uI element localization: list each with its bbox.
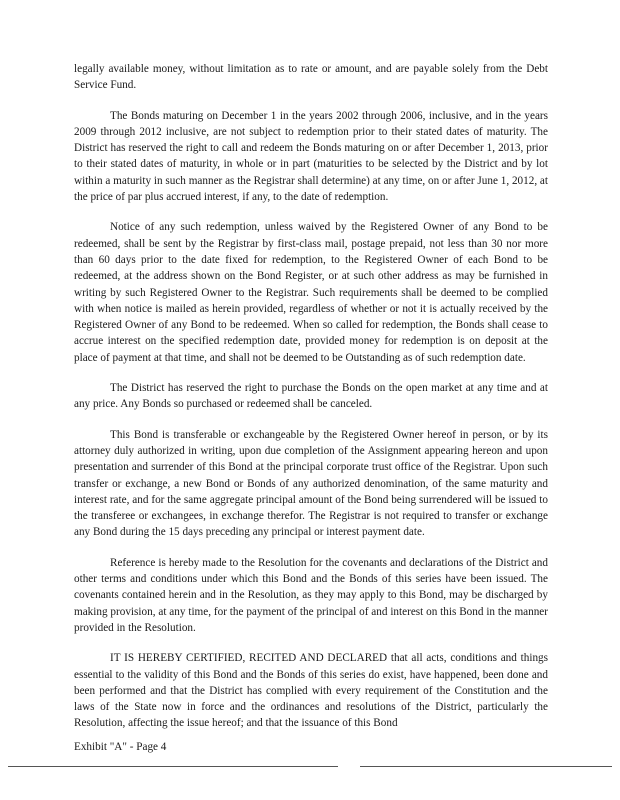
document-body [74, 61, 548, 746]
paragraph-continuation: legally available money, without limitation as to rate or amount, and are payable solely from the Debt Service Fund. [74, 63, 548, 92]
paragraph-transfer-exchange: This Bond is transferable or exchangeable by the Registered Owner hereof in person, or by its attorney duly authorized in writing, upon due completion of the Assignment appearing hereon and upon presentation and surrender of this Bond at the principal corporate trust office of the Registrar. Upon such transfer or exchange, a new Bond or Bonds of any authorized denomination, of the same maturity and interest rate, and for the same aggregate principal amount of the Bond being surrendered will be issued to the transferee or exchangees, in exchange therefor. The Registrar is not required to transfer or exchange any Bond during the 15 days preceding any principal or interest payment date. [74, 428, 548, 539]
scan-edge-line-right [360, 766, 612, 767]
paragraph-redemption-terms: The Bonds maturing on December 1 in the years 2002 through 2006, inclusive, and in the years 2009 through 2012 inclusive, are not subject to redemption prior to their stated dates of maturity. The District has reserved the right to call and redeem the Bonds maturing on or after December 1, 2013, prior to their stated dates of maturity, in whole or in part (maturities to be selected by the District and by lot within a maturity in such manner as the Registrar shall determine) at any time, on or after June 1, 2012, at the price of par plus accrued interest, if any, to the date of redemption. [74, 109, 548, 204]
paragraph-resolution-reference: Reference is hereby made to the Resolution for the covenants and declarations of the District and other terms and conditions under which this Bond and the Bonds of this series have been issued. The covenants contained herein and in the Resolution, as they may apply to this Bond, may be discharged by making provision, at any time, for the payment of the principal of and interest on this Bond in the manner provided in the Resolution. [74, 556, 548, 634]
paragraph-open-market-purchase: The District has reserved the right to purchase the Bonds on the open market at any time and at any price. Any Bonds so purchased or redeemed shall be canceled. [74, 382, 548, 411]
scan-edge-line-left [8, 766, 338, 767]
paragraph-redemption-notice: Notice of any such redemption, unless waived by the Registered Owner of any Bond to be redeemed, shall be sent by the Registrar by first-class mail, postage prepaid, not less than 30 nor more than 60 days prior to the date fixed for redemption, to the Registered Owner of each Bond to be redeemed, at the address shown on the Bond Register, or at such other address as may be furnished in writing by such Registered Owner to the Registrar. Such requirements shall be deemed to be complied with when notice is mailed as herein provided, regardless of whether or not it is actually received by the Registered Owner of any Bond to be redeemed. When so called for redemption, the Bonds shall cease to accrue interest on the specified redemption date, provided money for redemption is on deposit at the place of payment at that time, and shall not be deemed to be Outstanding as of such redemption date. [74, 221, 548, 364]
paragraph-certification: IT IS HEREBY CERTIFIED, RECITED AND DECLARED that all acts, conditions and things essential to the validity of this Bond and the Bonds of this series do exist, have happened, been done and been performed and that the District has complied with every requirement of the Constitution and the laws of the State now in force and the ordinances and resolutions of the District, particularly the Resolution, affecting the issue hereof; and that the issuance of this Bond [74, 652, 548, 730]
page-footer: Exhibit "A" - Page 4 [74, 741, 167, 753]
